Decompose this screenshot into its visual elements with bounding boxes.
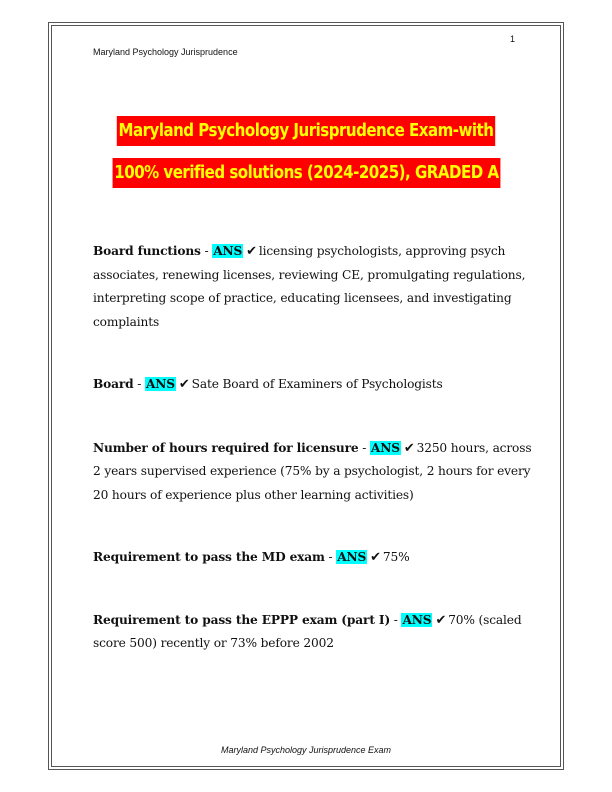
question-term: Requirement to pass the MD exam bbox=[93, 550, 325, 564]
running-footer: Maryland Psychology Jurisprudence Exam bbox=[220, 745, 392, 755]
qa-entry-md-exam bbox=[93, 546, 533, 570]
separator: - bbox=[390, 612, 402, 627]
check-mark-icon: ✔ bbox=[435, 612, 447, 628]
answer-text: 70% (scaled score 500) recently or 73% before 2002 bbox=[93, 612, 522, 650]
separator: - bbox=[358, 440, 370, 455]
page-number: 1 bbox=[510, 34, 516, 44]
ans-label: ANS bbox=[145, 377, 175, 391]
answer-text: Sate Board of Examiners of Psychologists bbox=[191, 377, 443, 391]
check-mark-icon: ✔ bbox=[370, 550, 381, 565]
answer-text: licensing psychologists, approving psych associates, renewing licenses, reviewing CE, promulgating regulations, interpreting scope of practice, educating licensees, and investigating complaints bbox=[93, 244, 526, 329]
ans-label: ANS bbox=[402, 612, 432, 627]
question-term: Number of hours required for licensure bbox=[93, 440, 359, 455]
ans-label: ANS bbox=[370, 440, 400, 455]
document-title bbox=[60, 116, 552, 188]
qa-entry-board bbox=[93, 373, 533, 397]
separator: - bbox=[200, 244, 213, 258]
question-term: Board functions bbox=[93, 244, 201, 258]
qa-entry-board-functions bbox=[93, 240, 533, 334]
answer-text: 3250 hours, across 2 years supervised experience (75% by a psychologist, 2 hours for every 20 hours of experience plus other learning activities) bbox=[93, 440, 532, 502]
question-term: Requirement to pass the EPPP exam (part I) bbox=[93, 612, 391, 627]
ans-label: ANS bbox=[213, 244, 243, 258]
title-line-1: Maryland Psychology Jurisprudence Exam-with bbox=[117, 116, 495, 146]
check-mark-icon: ✔ bbox=[246, 244, 257, 259]
qa-entry-licensure-hours bbox=[93, 437, 533, 508]
ans-label: ANS bbox=[337, 550, 367, 564]
check-mark-icon: ✔ bbox=[178, 377, 190, 392]
separator: - bbox=[324, 550, 337, 564]
separator: - bbox=[133, 377, 145, 391]
answer-text: 75% bbox=[382, 550, 410, 564]
running-header: Maryland Psychology Jurisprudence bbox=[93, 47, 238, 57]
question-term: Board bbox=[93, 377, 134, 391]
check-mark-icon: ✔ bbox=[403, 440, 415, 456]
title-line-2: 100% verified solutions (2024-2025), GRADED A bbox=[112, 158, 500, 188]
qa-entry-eppp-exam bbox=[93, 609, 533, 656]
qa-list bbox=[93, 240, 533, 695]
